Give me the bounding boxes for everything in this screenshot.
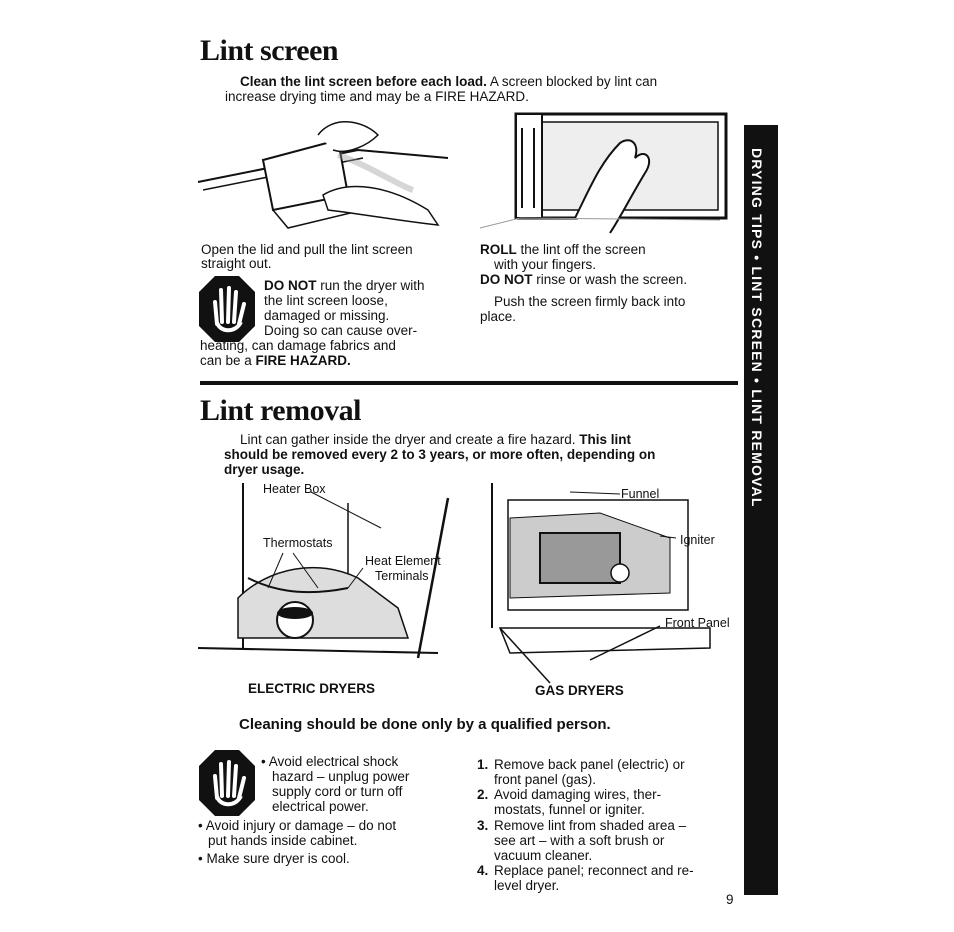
roll-line-2: with your fingers. bbox=[494, 257, 597, 272]
step-3-line-3: vacuum cleaner. bbox=[494, 848, 593, 863]
roll-line-1 bbox=[480, 242, 646, 257]
bullet-1-line-1: • Avoid electrical shock bbox=[261, 754, 399, 769]
step-2-line-2: mostats, funnel or igniter. bbox=[494, 802, 645, 817]
removal-intro-text: Lint can gather inside the dryer and create a fire hazard. bbox=[240, 432, 576, 447]
sidebar-text: DRYING TIPS • LINT SCREEN • LINT REMOVAL bbox=[749, 148, 765, 508]
bullet-3-line-1: • Make sure dryer is cool. bbox=[198, 851, 350, 866]
label-heat-element: Heat Element bbox=[365, 554, 441, 568]
warning-hand-icon bbox=[197, 274, 257, 344]
rinse-text: rinse or wash the screen. bbox=[532, 272, 688, 287]
warning-hand-icon-2 bbox=[197, 748, 257, 818]
warning-line-1 bbox=[264, 278, 425, 293]
label-heater-box: Heater Box bbox=[263, 482, 326, 496]
step-1-line-2: front panel (gas). bbox=[494, 772, 597, 787]
lint-removal-title: Lint removal bbox=[200, 394, 361, 427]
section-divider bbox=[200, 381, 738, 385]
push-line-1: Push the screen firmly back into bbox=[494, 294, 686, 309]
fire-hazard-bold: FIRE HAZARD. bbox=[255, 353, 351, 368]
label-front-panel: Front Panel bbox=[665, 616, 730, 630]
bullet-1-line-2: hazard – unplug power bbox=[272, 769, 410, 784]
warning-line-2: the lint screen loose, bbox=[264, 293, 388, 308]
push-line-2: place. bbox=[480, 309, 517, 324]
removal-intro-1 bbox=[240, 432, 631, 447]
bullet-2-line-1: • Avoid injury or damage – do not bbox=[198, 818, 397, 833]
removal-intro-2: should be removed every 2 to 3 years, or more often, depending on bbox=[224, 447, 656, 462]
intro-bold: Clean the lint screen before each load. bbox=[240, 74, 487, 89]
warning-line-5: heating, can damage fabrics and bbox=[200, 338, 396, 353]
lint-screen-intro bbox=[240, 74, 657, 89]
bullet-2-line-2: put hands inside cabinet. bbox=[208, 833, 358, 848]
rinse-line bbox=[480, 272, 687, 287]
label-funnel: Funnel bbox=[621, 487, 660, 501]
removal-intro-3: dryer usage. bbox=[224, 462, 305, 477]
gas-dryer-illustration bbox=[480, 478, 740, 688]
roll-text: the lint off the screen bbox=[516, 242, 646, 257]
step-1-line-1: Remove back panel (electric) or bbox=[494, 757, 685, 772]
warn-text: run the dryer with bbox=[316, 278, 425, 293]
roll-bold: ROLL bbox=[480, 242, 517, 257]
electric-dryers-caption: ELECTRIC DRYERS bbox=[248, 681, 376, 696]
bullet-1-line-3: supply cord or turn off bbox=[272, 784, 403, 799]
open-lid-illustration bbox=[198, 110, 453, 240]
page-number: 9 bbox=[726, 892, 734, 907]
step-2-line-1: Avoid damaging wires, ther- bbox=[494, 787, 662, 802]
qualified-person-note: Cleaning should be done only by a qualified person. bbox=[239, 716, 611, 733]
warning-line-4: Doing so can cause over- bbox=[264, 323, 418, 338]
intro-rest: A screen blocked by lint can bbox=[486, 74, 658, 89]
step-3-line-1: Remove lint from shaded area – bbox=[494, 818, 687, 833]
lint-screen-intro-2: increase drying time and may be a FIRE HAZARD. bbox=[225, 89, 529, 104]
lint-screen-title: Lint screen bbox=[200, 34, 339, 67]
gas-dryers-caption: GAS DRYERS bbox=[535, 683, 624, 698]
label-thermostats: Thermostats bbox=[263, 536, 333, 550]
step-4-number: 4. bbox=[477, 863, 489, 878]
step-3-number: 3. bbox=[477, 818, 489, 833]
warning-line-3: damaged or missing. bbox=[264, 308, 390, 323]
step-4-line-2: level dryer. bbox=[494, 878, 560, 893]
open-lid-text-2: straight out. bbox=[201, 256, 272, 271]
step-1-number: 1. bbox=[477, 757, 489, 772]
step-4-line-1: Replace panel; reconnect and re- bbox=[494, 863, 694, 878]
label-terminals: Terminals bbox=[375, 569, 429, 583]
bullet-1-line-4: electrical power. bbox=[272, 799, 369, 814]
step-2-number: 2. bbox=[477, 787, 489, 802]
step-3-line-2: see art – with a soft brush or bbox=[494, 833, 665, 848]
open-lid-text-1: Open the lid and pull the lint screen bbox=[201, 242, 413, 257]
warn-text-6: can be a bbox=[200, 353, 256, 368]
rinse-bold: DO NOT bbox=[480, 272, 533, 287]
roll-lint-illustration bbox=[480, 108, 735, 238]
warn-bold: DO NOT bbox=[264, 278, 317, 293]
warning-line-6 bbox=[200, 353, 351, 368]
removal-intro-bold: This lint bbox=[575, 432, 631, 447]
label-igniter: Igniter bbox=[680, 533, 715, 547]
